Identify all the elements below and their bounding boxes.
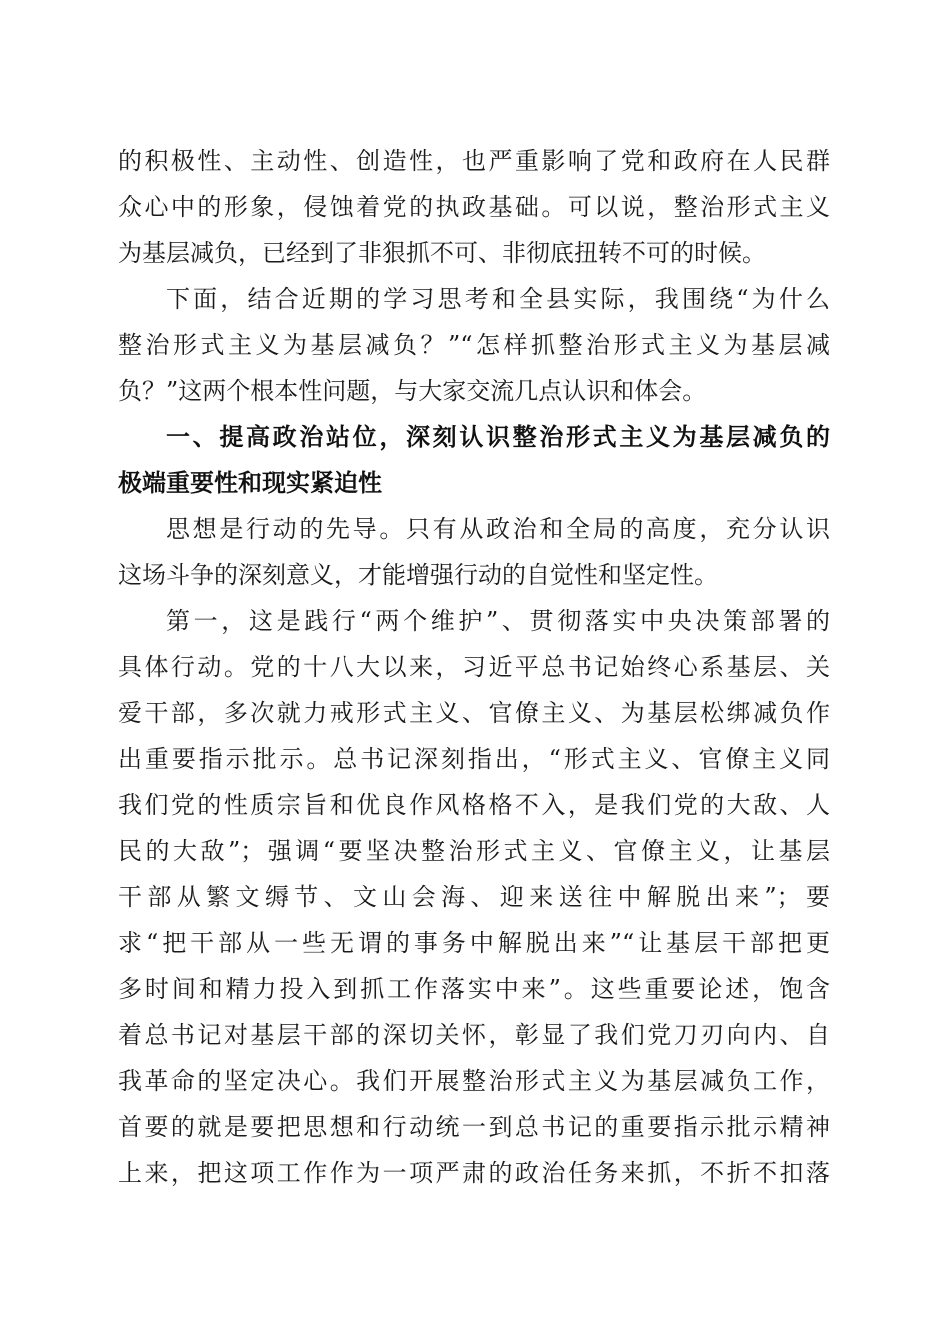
paragraph-4-line-10: 着总书记对基层干部的深切关怀，彰显了我们党刀刃向内、自: [118, 1021, 830, 1049]
paragraph-4-line-1: 第一，这是践行“两个维护”、贯彻落实中央决策部署的: [166, 607, 830, 635]
section-heading-line-2: 极端重要性和现实紧迫性: [118, 469, 382, 497]
paragraph-1-line-1: 的积极性、主动性、创造性，也严重影响了党和政府在人民群: [118, 147, 830, 175]
paragraph-4-line-11: 我革命的坚定决心。我们开展整治形式主义为基层减负工作，: [118, 1067, 830, 1095]
paragraph-4-line-5: 我们党的性质宗旨和优良作风格格不入，是我们党的大敌、人: [118, 791, 830, 819]
paragraph-4-line-9: 多时间和精力投入到抓工作落实中来”。这些重要论述，饱含: [118, 975, 830, 1003]
section-heading-line-1: 一、提高政治站位，深刻认识整治形式主义为基层减负的: [166, 423, 830, 451]
paragraph-3-line-1: 思想是行动的先导。只有从政治和全局的高度，充分认识: [166, 515, 830, 543]
paragraph-1-line-2: 众心中的形象，侵蚀着党的执政基础。可以说，整治形式主义: [118, 193, 830, 221]
paragraph-4-line-4: 出重要指示批示。总书记深刻指出，“形式主义、官僚主义同: [118, 745, 830, 773]
paragraph-4-line-12: 首要的就是要把思想和行动统一到总书记的重要指示批示精神: [118, 1113, 830, 1141]
paragraph-4-line-7: 干部从繁文缛节、文山会海、迎来送往中解脱出来”；要: [118, 883, 830, 911]
paragraph-4-line-13: 上来，把这项工作作为一项严肃的政治任务来抓，不折不扣落: [118, 1159, 830, 1187]
paragraph-4-line-8: 求“把干部从一些无谓的事务中解脱出来”“让基层干部把更: [118, 929, 830, 957]
paragraph-2-line-1: 下面，结合近期的学习思考和全县实际，我围绕“为什么: [166, 285, 830, 313]
paragraph-2-line-2: 整治形式主义为基层减负？”“怎样抓整治形式主义为基层减: [118, 331, 830, 359]
paragraph-1-line-3: 为基层减负，已经到了非狠抓不可、非彻底扭转不可的时候。: [118, 239, 766, 267]
paragraph-2-line-3: 负？”这两个根本性问题，与大家交流几点认识和体会。: [118, 377, 707, 405]
paragraph-4-line-3: 爱干部，多次就力戒形式主义、官僚主义、为基层松绑减负作: [118, 699, 830, 727]
paragraph-4-line-2: 具体行动。党的十八大以来，习近平总书记始终心系基层、关: [118, 653, 830, 681]
paragraph-4-line-6: 民的大敌”；强调“要坚决整治形式主义、官僚主义，让基层: [118, 837, 830, 865]
paragraph-3-line-2: 这场斗争的深刻意义，才能增强行动的自觉性和坚定性。: [118, 561, 718, 589]
